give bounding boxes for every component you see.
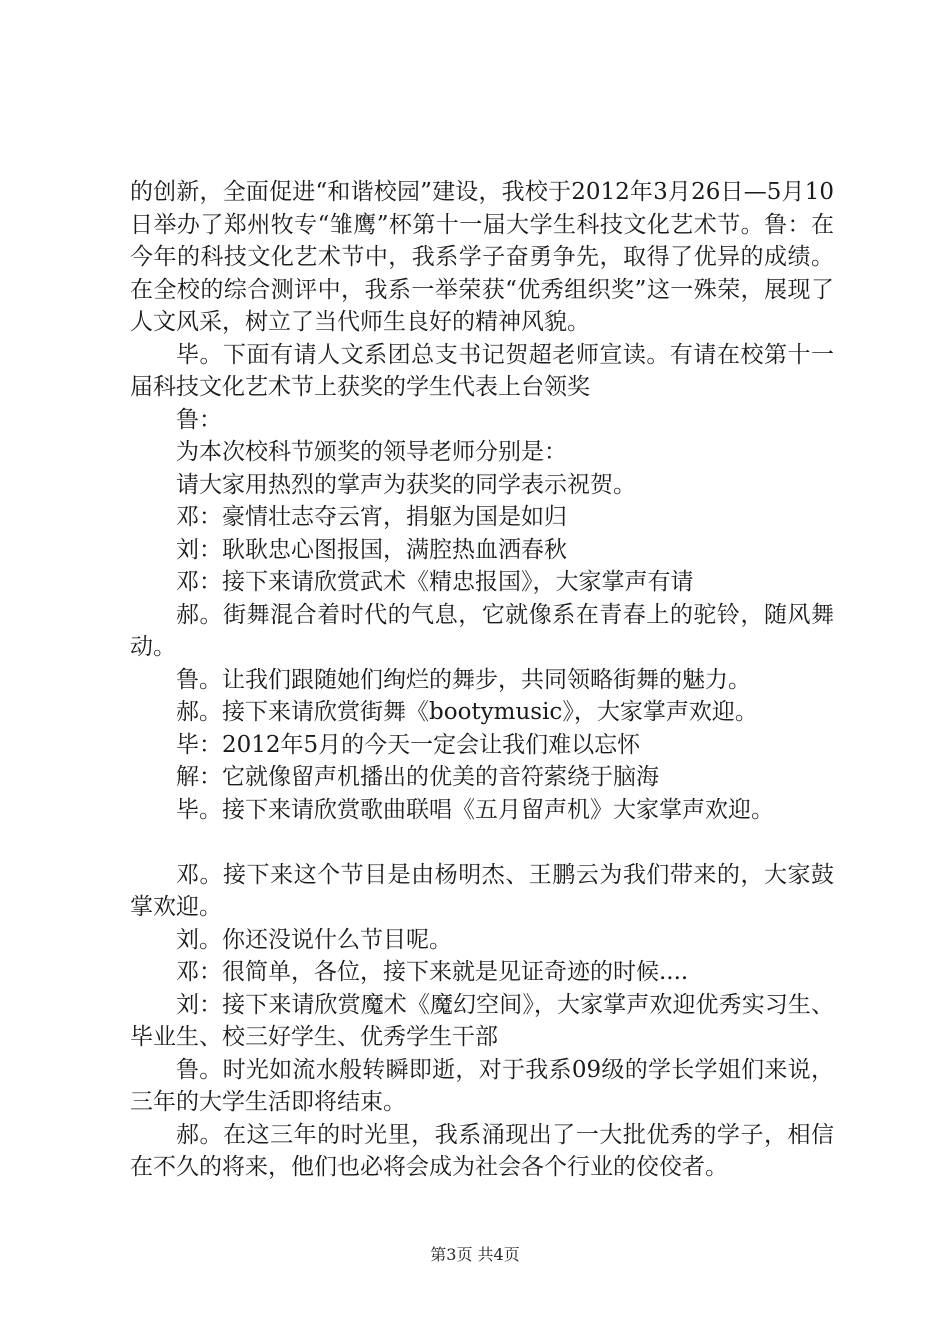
paragraph: 鲁。让我们跟随她们绚烂的舞步，共同领略街舞的魅力。: [176, 666, 751, 693]
paragraph: 刘：接下来请欣赏魔术《魔幻空间》，大家掌声欢迎优秀实习生、毕业生、校三好学生、优秀学生干部: [130, 991, 834, 1050]
paragraph: 鲁：: [176, 406, 222, 433]
paragraph: 邓：很简单，各位，接下来就是见证奇迹的时候....: [176, 959, 689, 985]
paragraph: 邓。接下来这个节目是由杨明杰、王鹏云为我们带来的，大家鼓掌欢迎。: [130, 861, 834, 920]
paragraph: 邓：豪情壮志夺云宵，捐躯为国是如归: [176, 504, 567, 530]
paragraph: 刘：耿耿忠心图报国，满腔热血洒春秋: [176, 536, 567, 563]
paragraph: 毕。接下来请欣赏歌曲联唱《五月留声机》大家掌声欢迎。: [176, 796, 774, 823]
paragraph: 为本次校科节颁奖的领导老师分别是：: [176, 439, 567, 465]
paragraph: 郝。街舞混合着时代的气息，它就像系在青春上的驼铃，随风舞动。: [130, 601, 834, 660]
page-footer: 第3页 共4页: [430, 1245, 520, 1264]
paragraph: 毕：2012年5月的今天一定会让我们难以忘怀: [176, 731, 641, 758]
document-body: [130, 176, 834, 1184]
paragraph: 毕。下面有请人文系团总支书记贺超老师宣读。有请在校第十一届科技文化艺术节上获奖的学生代表上台领奖: [130, 341, 834, 400]
paragraph: 刘。你还没说什么节目呢。: [176, 926, 452, 953]
paragraph: 郝。接下来请欣赏街舞《bootymusic》，大家掌声欢迎。: [176, 699, 758, 725]
paragraph: 的创新，全面促进“和谐校园”建设，我校于2012年3月26日—5月10日举办了郑州牧专“雏鹰”杯第十一届大学生科技文化艺术节。鲁：在今年的科技文化艺术节中，我系学子奋勇争先，取得了优异的成绩。在全校的综合测评中，我系一举荣获“优秀组织奖”这一殊荣，展现了人文风采，树立了当代师生良好的精神风貌。: [130, 179, 834, 335]
blank-line: [130, 826, 834, 859]
paragraph: 请大家用热烈的掌声为获奖的同学表示祝贺。: [176, 471, 636, 498]
paragraph: 郝。在这三年的时光里，我系涌现出了一大批优秀的学子，相信在不久的将来，他们也必将会成为社会各个行业的佼佼者。: [130, 1121, 834, 1180]
paragraph: 邓：接下来请欣赏武术《精忠报国》，大家掌声有请: [176, 569, 694, 595]
paragraph: 鲁。时光如流水般转瞬即逝，对于我系09级的学长学姐们来说，三年的大学生活即将结束。: [130, 1056, 834, 1115]
paragraph: 解：它就像留声机播出的优美的音符萦绕于脑海: [176, 764, 659, 790]
